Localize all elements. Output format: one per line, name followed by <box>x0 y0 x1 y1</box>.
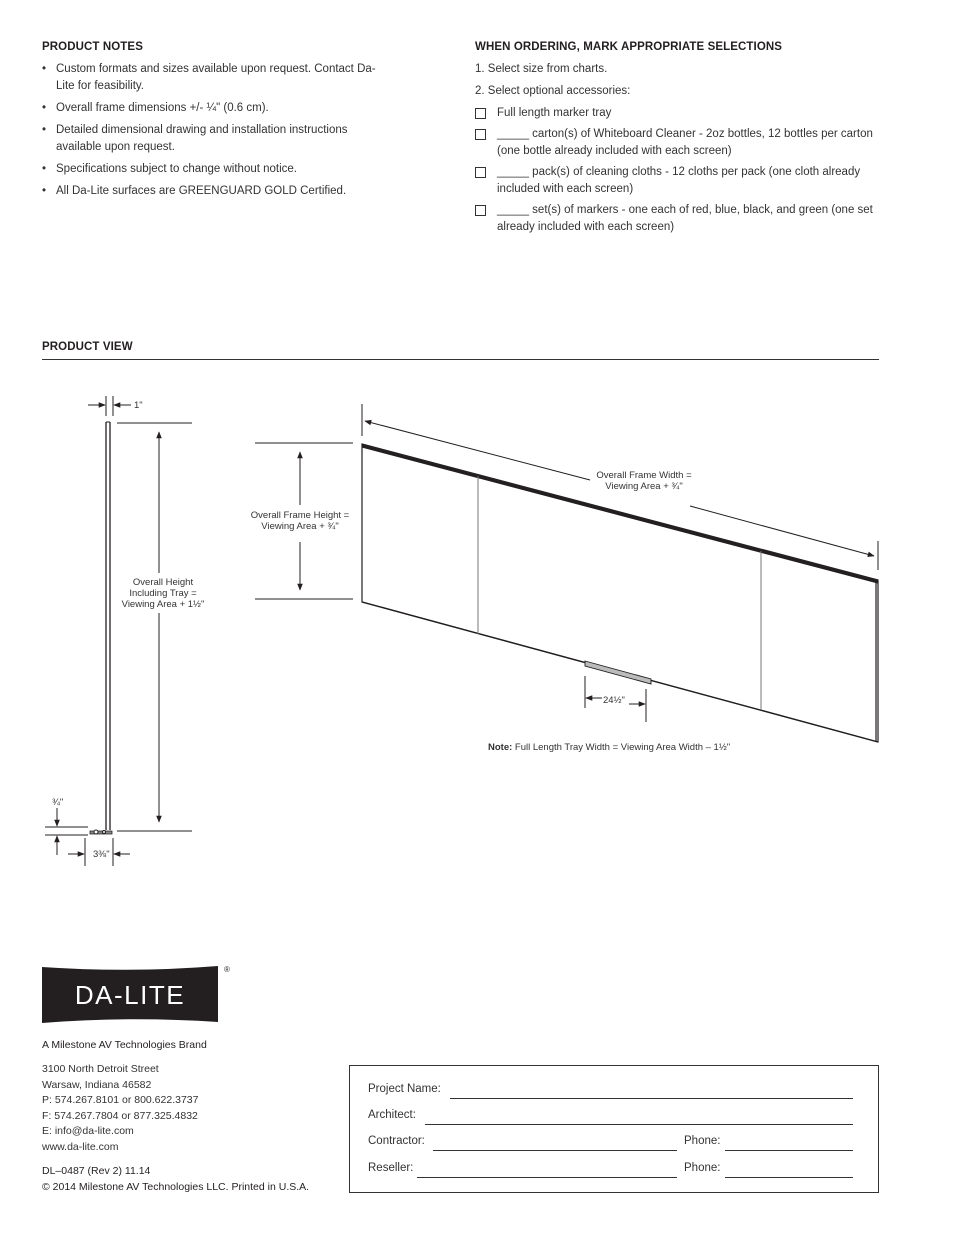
dim-label-top-depth: 1" <box>134 400 143 411</box>
note-item: • Specifications subject to change without notice. <box>42 161 387 178</box>
accessory-label: _____ set(s) of markers - one each of red, blue, black, and green (one set already included with each screen) <box>497 204 873 233</box>
address-line: F: 574.267.7804 or 877.325.4832 <box>42 1109 198 1122</box>
reseller-label: Reseller: <box>368 1162 414 1174</box>
dim-label-tray-length: 24½" <box>603 695 625 706</box>
note-item: • Detailed dimensional drawing and installation instructions available upon request. <box>42 122 387 156</box>
reseller-phone-field[interactable] <box>725 1177 853 1178</box>
address-line: Warsaw, Indiana 46582 <box>42 1078 152 1091</box>
product-notes-heading: PRODUCT NOTES <box>42 41 143 53</box>
dim-label-tray-offset: ¾" <box>52 797 64 808</box>
brand-tagline: A Milestone AV Technologies Brand <box>42 1039 207 1051</box>
reseller-phone-label: Phone: <box>684 1162 721 1174</box>
tray-note-label: Note: <box>488 742 513 753</box>
ordering-heading: WHEN ORDERING, MARK APPROPRIATE SELECTIONS <box>475 41 783 53</box>
project-name-field[interactable] <box>450 1098 853 1099</box>
registered-mark: ® <box>224 965 230 974</box>
project-name-label: Project Name: <box>368 1083 441 1095</box>
address-line: E: info@da-lite.com <box>42 1125 134 1137</box>
note-item: • All Da-Lite surfaces are GREENGUARD GOLD Certified. <box>42 183 387 200</box>
ordering-step: 1. Select size from charts. <box>475 63 608 75</box>
contractor-label: Contractor: <box>368 1135 425 1147</box>
dim-label-tray-depth: 3⅜" <box>93 849 110 860</box>
dim-label-frame-height: Overall Frame Height = Viewing Area + ¾" <box>250 510 350 532</box>
note-item: • Overall frame dimensions +/- ¼" (0.6 cm). <box>42 100 387 117</box>
accessory-label: _____ pack(s) of cleaning cloths - 12 cloths per pack (one cloth already included with each screen) <box>497 166 861 195</box>
document-number: DL–0487 (Rev 2) 11.14 <box>42 1165 151 1177</box>
board-perspective <box>255 404 878 742</box>
architect-field[interactable] <box>425 1124 853 1125</box>
contractor-field[interactable] <box>433 1150 677 1151</box>
address-line[interactable]: www.da-lite.com <box>42 1140 119 1153</box>
contractor-phone-label: Phone: <box>684 1135 721 1147</box>
address-line: 3100 North Detroit Street <box>42 1063 159 1075</box>
ordering-step: 2. Select optional accessories: <box>475 85 631 97</box>
note-item: • Custom formats and sizes available upon request. Contact Da-Lite for feasibility. <box>42 61 387 95</box>
company-address <box>42 1062 198 1155</box>
copyright: © 2014 Milestone AV Technologies LLC. Printed in U.S.A. <box>42 1181 310 1193</box>
architect-label: Architect: <box>368 1109 416 1121</box>
dim-label-overall-height: Overall Height Including Tray = Viewing Area + 1½" <box>121 577 205 610</box>
side-profile <box>45 396 192 866</box>
address-line: P: 574.267.8101 or 800.622.3737 <box>42 1094 199 1106</box>
product-view-heading: PRODUCT VIEW <box>42 341 133 353</box>
reseller-field[interactable] <box>417 1177 677 1178</box>
accessory-label: Full length marker tray <box>497 107 612 119</box>
da-lite-logo <box>40 964 235 1026</box>
logo-wordmark: DA-LITE <box>74 980 186 1010</box>
tray-note-text: Full Length Tray Width = Viewing Area Width – 1½" <box>514 742 731 753</box>
tray-note <box>488 742 730 753</box>
accessory-label: _____ carton(s) of Whiteboard Cleaner - 2oz bottles, 12 bottles per carton (one bottle already included with each screen) <box>497 128 873 157</box>
contractor-phone-field[interactable] <box>725 1150 853 1151</box>
dim-label-frame-width: Overall Frame Width = Viewing Area + ¾" <box>596 470 692 492</box>
project-info-form <box>349 1065 879 1193</box>
